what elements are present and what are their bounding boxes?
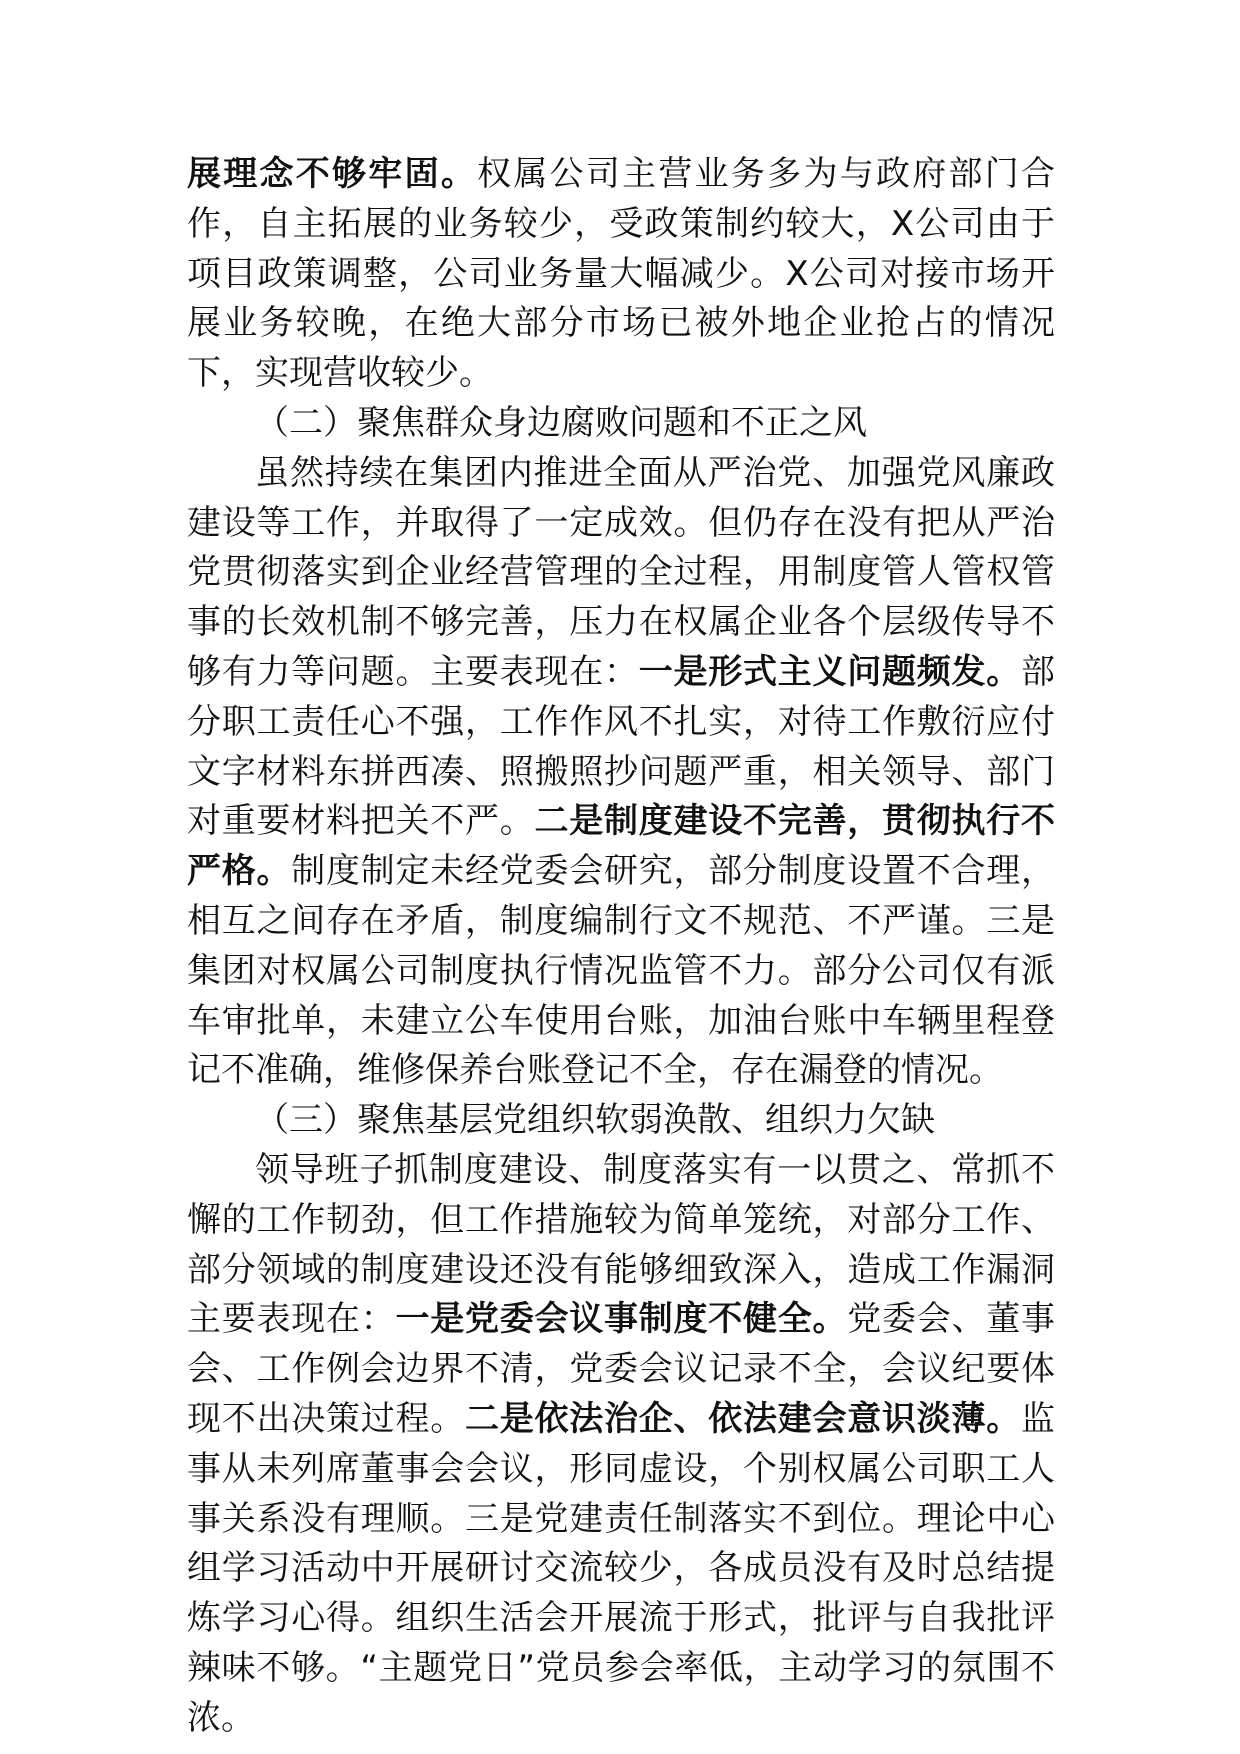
section-heading-2 <box>187 399 1055 449</box>
paragraph-continuation <box>187 150 1055 399</box>
bold-point-text: 一是党委会议事制度不健全。 <box>395 1299 848 1340</box>
heading-text: （二）聚焦群众身边腐败问题和不正之风 <box>255 402 867 443</box>
body-text: 部分职工责任心不强，工作作风不扎实，对待工作敷衍应付文字材料东拼西凑、照搬照抄问题严重，相关领导、部门对重要材料把关不严。 <box>187 651 1055 842</box>
bold-point-text: 二是依法治企、依法建会意识淡薄。 <box>465 1398 1021 1439</box>
body-text: 监事从未列席董事会会议，形同虚设，个别权属公司职工人事关系没有理顺。三是党建责任制落实不到位。理论中心组学习活动中开展研讨交流较少，各成员没有及时总结提炼学习心得。组织生活会开展流于形式，批评与自我批评辣味不够。“主题党日”党员参会率低，主动学习的氛围不浓。 <box>187 1398 1055 1738</box>
heading-text: （三）聚焦基层党组织软弱涣散、组织力欠缺 <box>255 1100 935 1141</box>
body-text: 党委会、董事会、工作例会边界不清，党委会议记录不全，会议纪要体现不出决策过程。 <box>187 1299 1055 1439</box>
paragraph-section-2 <box>187 449 1055 1096</box>
bold-point-text: 二是制度建设不完善，贯彻执行不严格。 <box>187 801 1055 892</box>
body-text: 虽然持续在集团内推进全面从严治党、加强党风廉政建设等工作，并取得了一定成效。但仍存在没有把从严治党贯彻落实到企业经营管理的全过程，用制度管人管权管事的长效机制不够完善，压力在权属企业各个层级传导不够有力等问题。主要表现在： <box>187 452 1055 692</box>
bold-lead-text: 展理念不够牢固。 <box>187 154 478 194</box>
body-text: 制度制定未经党委会研究，部分制度设置不合理，相互之间存在矛盾，制度编制行文不规范、不严谨。三是集团对权属公司制度执行情况监管不力。部分公司仅有派车审批单，未建立公车使用台账，加油台账中车辆里程登记不准确，维修保养台账登记不全，存在漏登的情况。 <box>187 851 1055 1091</box>
document-page <box>187 150 1055 1744</box>
paragraph-section-3 <box>187 1146 1055 1744</box>
body-text: 权属公司主营业务多为与政府部门合作，自主拓展的业务较少，受政策制约较大，X公司由于项目政策调整，公司业务量大幅减少。X公司对接市场开展业务较晚，在绝大部分市场已被外地企业抢占的情况下，实现营收较少。 <box>187 154 1056 394</box>
bold-point-text: 一是形式主义问题频发。 <box>638 651 1021 692</box>
body-text: 领导班子抓制度建设、制度落实有一以贯之、常抓不懈的工作韧劲，但工作措施较为简单笼统，对部分工作、部分领域的制度建设还没有能够细致深入，造成工作漏洞主要表现在： <box>187 1149 1055 1340</box>
section-heading-3 <box>187 1096 1055 1146</box>
